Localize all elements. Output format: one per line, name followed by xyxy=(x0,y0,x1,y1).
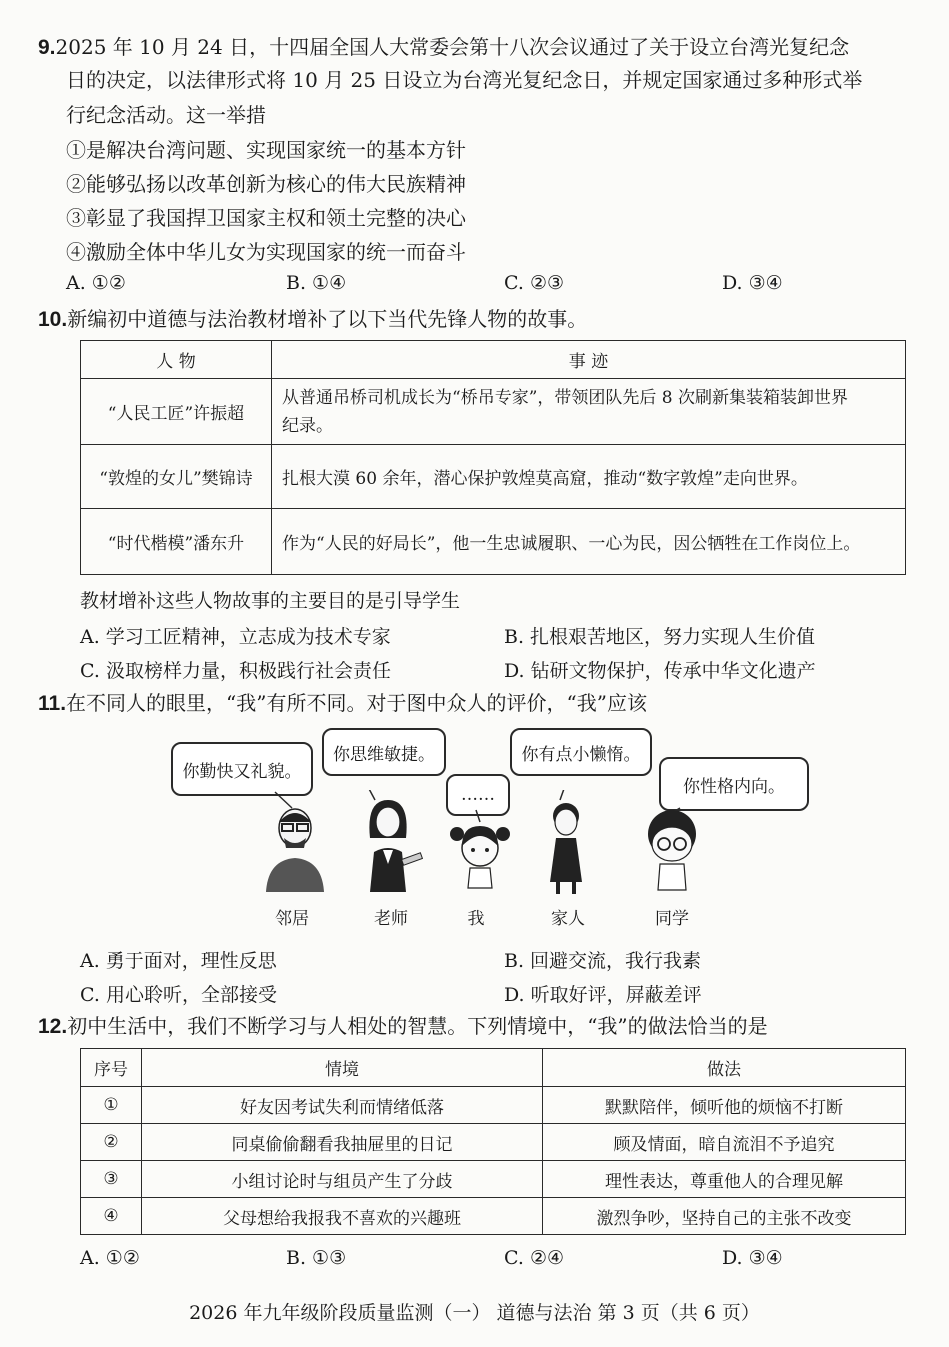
q10-table xyxy=(80,340,906,575)
q12-action-4: 激烈争吵，坚持自己的主张不改变 xyxy=(543,1198,906,1235)
q10-number: 10. xyxy=(38,308,68,331)
table-row xyxy=(81,1124,906,1161)
q10-header-deed: 事 迹 xyxy=(272,341,906,379)
bubble-teacher: 你思维敏捷。 xyxy=(322,728,446,776)
q12-situation-3: 小组讨论时与组员产生了分歧 xyxy=(142,1161,543,1198)
q9-stem-line2: 日的决定，以法律形式将 10 月 25 日设立为台湾光复纪念日，并规定国家通过多种形式举 xyxy=(66,68,863,92)
q10-question: 教材增补这些人物故事的主要目的是引导学生 xyxy=(80,590,461,612)
q9-stem-line1: 9.2025 年 10 月 24 日，十四届全国人大常委会第十八次会议通过了关于设立台湾光复纪念 xyxy=(38,35,850,59)
q12-no-4: ④ xyxy=(81,1198,142,1235)
q12-no-3: ③ xyxy=(81,1161,142,1198)
q12-table xyxy=(80,1048,906,1235)
q11-option-b[interactable]: B. 回避交流，我行我素 xyxy=(504,950,702,972)
q9-option-d[interactable]: D. ③④ xyxy=(722,272,783,294)
q10-deed-1: 从普通吊桥司机成长为“桥吊专家”，带领团队先后 8 次刷新集装箱装卸世界 纪录。 xyxy=(272,379,906,445)
bubble-family: 你有点小懒惰。 xyxy=(510,728,652,776)
q10-header-person: 人 物 xyxy=(81,341,272,379)
label-family: 家人 xyxy=(551,909,585,929)
q9-stem-line3: 行纪念活动。这一举措 xyxy=(66,103,266,127)
q9-item-3: ③彰显了我国捍卫国家主权和领土完整的决心 xyxy=(66,206,466,230)
q12-option-d[interactable]: D. ③④ xyxy=(722,1247,783,1269)
q10-option-b[interactable]: B. 扎根艰苦地区，努力实现人生价值 xyxy=(504,626,816,648)
q9-option-b[interactable]: B. ①④ xyxy=(286,272,347,294)
q12-option-b[interactable]: B. ①③ xyxy=(286,1247,347,1269)
q10-option-c[interactable]: C. 汲取榜样力量，积极践行社会责任 xyxy=(80,660,391,682)
label-neighbor: 邻居 xyxy=(275,909,309,929)
q12-header-situation: 情境 xyxy=(142,1049,543,1087)
table-row xyxy=(81,1087,906,1124)
people-illustration xyxy=(240,790,740,900)
classmate-figure xyxy=(648,810,696,890)
q10-option-d[interactable]: D. 钻研文物保护，传承中华文化遗产 xyxy=(504,660,816,682)
q10-table-header-row xyxy=(81,341,906,379)
q10-deed-2: 扎根大漠 60 余年，潜心保护敦煌莫高窟，推动“数字敦煌”走向世界。 xyxy=(272,445,906,509)
me-figure xyxy=(450,826,510,888)
bubble-classmate: 你性格内向。 xyxy=(659,757,809,811)
q9-item-4: ④激励全体中华儿女为实现国家的统一而奋斗 xyxy=(66,240,466,264)
q10-stem: 10.新编初中道德与法治教材增补了以下当代先锋人物的故事。 xyxy=(38,307,588,331)
q12-situation-1: 好友因考试失利而情绪低落 xyxy=(142,1087,543,1124)
q9-option-c[interactable]: C. ②③ xyxy=(504,272,565,294)
q12-action-2: 顾及情面，暗自流泪不予追究 xyxy=(543,1124,906,1161)
family-figure xyxy=(550,803,582,894)
q11-option-d[interactable]: D. 听取好评，屏蔽差评 xyxy=(504,984,702,1006)
page-footer: 2026 年九年级阶段质量监测（一） 道德与法治 第 3 页（共 6 页） xyxy=(189,1302,760,1324)
q12-header-action: 做法 xyxy=(543,1049,906,1087)
q11-number: 11. xyxy=(38,692,67,715)
bubble-neighbor: 你勤快又礼貌。 xyxy=(171,742,313,796)
label-classmate: 同学 xyxy=(655,909,689,929)
label-teacher: 老师 xyxy=(374,909,408,929)
q12-header-no: 序号 xyxy=(81,1049,142,1087)
q12-action-3: 理性表达，尊重他人的合理见解 xyxy=(543,1161,906,1198)
q12-no-1: ① xyxy=(81,1087,142,1124)
q10-person-2: “敦煌的女儿”樊锦诗 xyxy=(81,445,272,509)
q10-option-a[interactable]: A. 学习工匠精神，立志成为技术专家 xyxy=(80,626,391,648)
q12-action-1: 默默陪伴，倾听他的烦恼不打断 xyxy=(543,1087,906,1124)
q12-situation-2: 同桌偷偷翻看我抽屉里的日记 xyxy=(142,1124,543,1161)
q12-table-header-row xyxy=(81,1049,906,1087)
q12-situation-4: 父母想给我报我不喜欢的兴趣班 xyxy=(142,1198,543,1235)
bubble-tails xyxy=(275,790,680,822)
q9-option-a[interactable]: A. ①② xyxy=(66,272,126,294)
q12-option-a[interactable]: A. ①② xyxy=(80,1247,140,1269)
q10-person-3: “时代楷模”潘东升 xyxy=(81,509,272,575)
neighbor-figure xyxy=(266,809,324,892)
table-row xyxy=(81,445,906,509)
q12-stem: 12.初中生活中，我们不断学习与人相处的智慧。下列情境中，“我”的做法恰当的是 xyxy=(38,1014,768,1038)
q9-item-1: ①是解决台湾问题、实现国家统一的基本方针 xyxy=(66,138,466,162)
table-row xyxy=(81,1161,906,1198)
q11-option-c[interactable]: C. 用心聆听，全部接受 xyxy=(80,984,277,1006)
q9-number: 9. xyxy=(38,36,56,59)
q12-no-2: ② xyxy=(81,1124,142,1161)
q9-item-2: ②能够弘扬以改革创新为核心的伟大民族精神 xyxy=(66,172,466,196)
table-row xyxy=(81,379,906,445)
q11-stem: 11.在不同人的眼里，“我”有所不同。对于图中众人的评价，“我”应该 xyxy=(38,691,647,715)
q11-option-a[interactable]: A. 勇于面对，理性反思 xyxy=(80,950,277,972)
bubble-me: …… xyxy=(446,774,510,816)
table-row xyxy=(81,509,906,575)
q12-number: 12. xyxy=(38,1015,68,1038)
table-row xyxy=(81,1198,906,1235)
label-me: 我 xyxy=(467,909,485,929)
q12-option-c[interactable]: C. ②④ xyxy=(504,1247,565,1269)
q10-deed-3: 作为“人民的好局长”，他一生忠诚履职、一心为民，因公牺牲在工作岗位上。 xyxy=(272,509,906,575)
teacher-figure xyxy=(369,800,422,892)
q10-person-1: “人民工匠”许振超 xyxy=(81,379,272,445)
